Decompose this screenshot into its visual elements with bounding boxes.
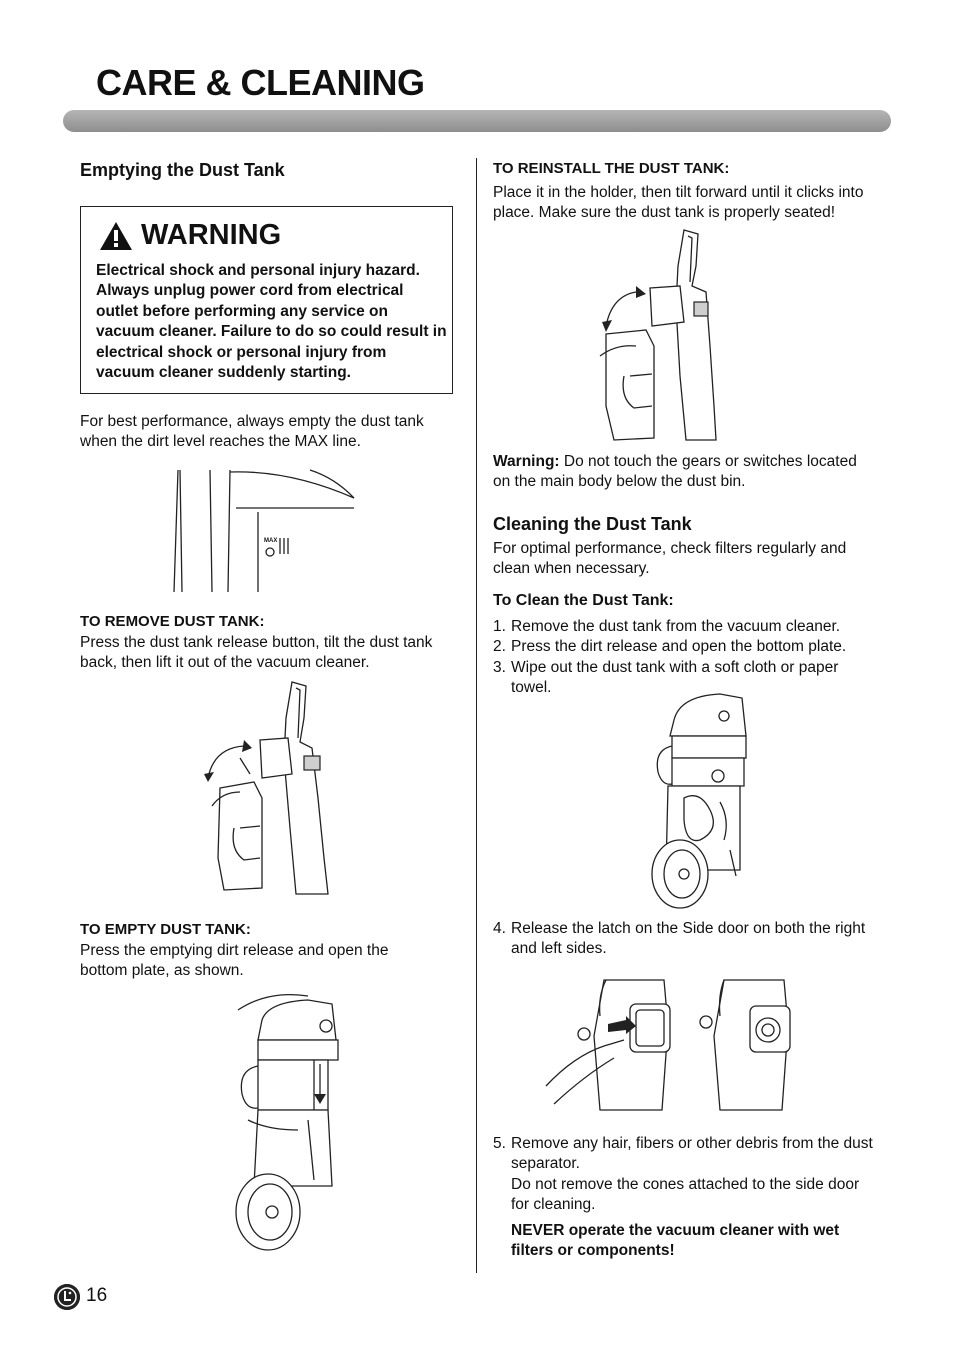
cleaning-intro: For optimal performance, check filters regularly and clean when necessary. [493, 540, 847, 578]
gear-warning-text: Do not touch the gears or switches located on the main body below the dust bin. [493, 453, 857, 491]
page-number: 16 [86, 1285, 108, 1306]
step-5-note: Do not remove the cones attached to the side door for cleaning. [511, 1175, 860, 1214]
list-item: 1. Remove the dust tank from the vacuum cleaner. [493, 618, 841, 635]
page-title: CARE & CLEANING [96, 62, 425, 103]
header-bar [63, 110, 891, 132]
empty-heading: TO EMPTY DUST TANK: [80, 921, 251, 938]
warning-title-text: WARNING [141, 219, 282, 251]
remove-heading: TO REMOVE DUST TANK: [80, 613, 265, 630]
wipe-tank-illustration [640, 690, 752, 912]
section-title-emptying: Emptying the Dust Tank [80, 160, 285, 180]
intro-text: For best performance, always empty the dust tank when the dirt level reaches the MAX line. [80, 413, 424, 451]
remove-tank-illustration [200, 678, 340, 896]
reinstall-text: Place it in the holder, then tilt forward until it clicks into place. Make sure the dust tank is properly seated! [493, 184, 864, 222]
reinstall-tank-illustration [596, 226, 726, 442]
reinstall-heading: TO REINSTALL THE DUST TANK: [493, 160, 730, 177]
remove-text: Press the dust tank release button, tilt the dust tank back, then lift it out of the vacuum cleaner. [80, 634, 433, 672]
max-label: MAX [264, 538, 278, 544]
clean-sub-heading: To Clean the Dust Tank: [493, 592, 674, 609]
warning-text: Electrical shock and personal injury hazard. Always unplug power cord from electrical outlet before performing any service on vacuum cleaner. Failure to do so could result in electrical shock or personal injury from vacuum cleaner suddenly starting. [96, 262, 447, 382]
clean-steps-list [493, 617, 873, 699]
warning-triangle-icon [99, 221, 133, 251]
empty-tank-illustration [228, 990, 348, 1252]
max-line-illustration [170, 468, 360, 594]
column-divider [476, 158, 477, 1273]
step-5 [493, 1134, 873, 1216]
empty-text: Press the emptying dirt release and open the bottom plate, as shown. [80, 942, 389, 980]
lg-logo-icon [54, 1284, 80, 1310]
list-item: 3. Wipe out the dust tank with a soft cloth or paper towel. [493, 658, 839, 697]
warning-box [80, 206, 453, 394]
warning-title [99, 219, 281, 252]
side-door-illustration [544, 976, 806, 1116]
cleaning-title: Cleaning the Dust Tank [493, 514, 692, 534]
list-item: 4. Release the latch on the Side door on both the right and left sides. [493, 920, 866, 958]
step-4 [493, 919, 873, 960]
caution-text: NEVER operate the vacuum cleaner with wet filters or components! [511, 1222, 840, 1260]
gear-warning [493, 452, 868, 493]
list-item: 2. Press the dirt release and open the bottom plate. [493, 638, 847, 656]
list-item: 5. Remove any hair, fibers or other debris from the dust separator. [493, 1135, 873, 1173]
gear-warning-label: Warning: [493, 453, 560, 470]
